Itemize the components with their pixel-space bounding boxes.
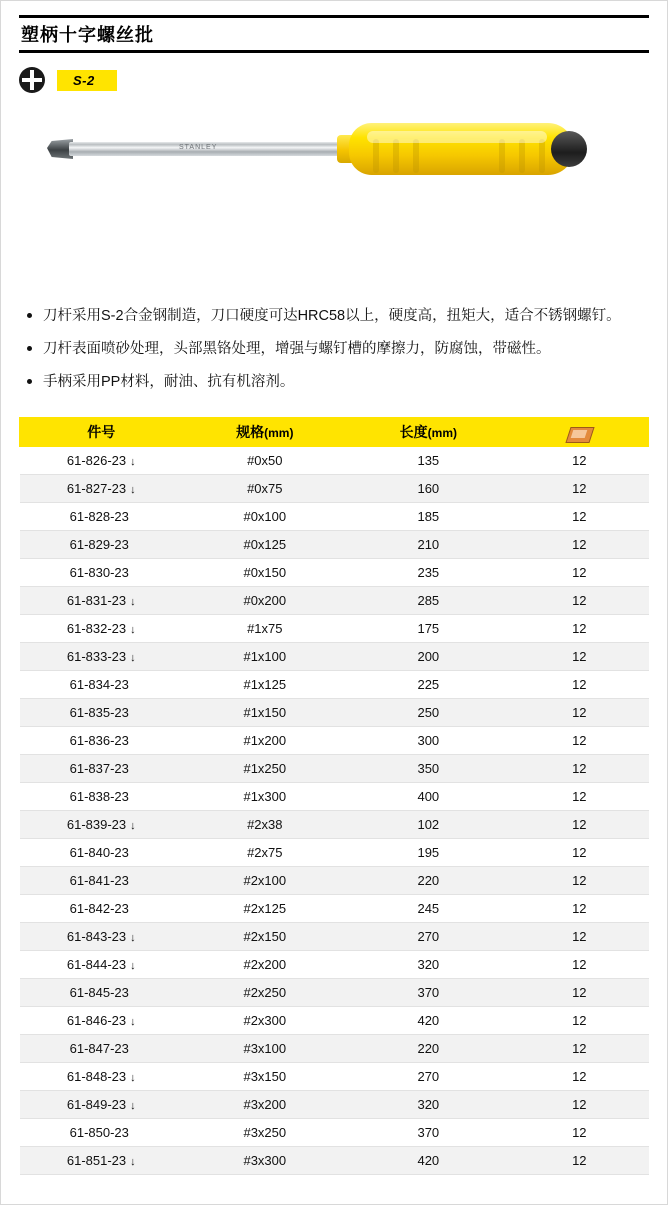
table-row [20,475,649,503]
cell-length: 210 [347,531,511,559]
cell-qty: 12 [510,811,648,839]
column-header-spec-unit: (mm) [264,426,294,441]
cell-part-no: 61-836-23 [20,727,184,755]
table-row [20,811,649,839]
table-row [20,1035,649,1063]
cell-spec: #2x38 [183,811,347,839]
cell-part-no: 61-850-23 [20,1119,184,1147]
cell-spec: #3x300 [183,1147,347,1175]
page-title: 塑柄十字螺丝批 [21,25,154,45]
cell-length: 250 [347,699,511,727]
cell-spec: #1x200 [183,727,347,755]
table-row [20,643,649,671]
cell-part-no: 61-845-23 [20,979,184,1007]
down-arrow-icon: ↓ [130,1016,136,1029]
down-arrow-icon: ↓ [130,1100,136,1113]
cell-length: 175 [347,615,511,643]
cell-length: 220 [347,1035,511,1063]
column-header-length-label: 长度 [399,424,428,441]
cell-spec: #0x75 [183,475,347,503]
table-row [20,895,649,923]
down-arrow-icon: ↓ [130,456,136,469]
cell-qty: 12 [510,1119,648,1147]
cell-part-no: 61-828-23 [20,503,184,531]
cell-length: 160 [347,475,511,503]
bullet-dot-icon [27,313,32,318]
feature-text: 刀杆表面喷砂处理，头部黑铬处理，增强与螺钉槽的摩擦力，防腐蚀，带磁性。 [43,340,551,357]
cell-qty: 12 [510,1063,648,1091]
cell-part-no: 61-826-23 ↓ [20,447,184,475]
cell-length: 200 [347,643,511,671]
cell-qty: 12 [510,531,648,559]
column-header-length [347,418,511,447]
cell-spec: #3x250 [183,1119,347,1147]
cell-length: 285 [347,587,511,615]
cell-spec: #2x150 [183,923,347,951]
table-row [20,1063,649,1091]
cell-length: 400 [347,783,511,811]
cell-spec: #1x150 [183,699,347,727]
down-arrow-icon: ↓ [130,596,136,609]
cell-qty: 12 [510,475,648,503]
table-row [20,839,649,867]
table-row [20,783,649,811]
cell-length: 102 [347,811,511,839]
cell-spec: #1x300 [183,783,347,811]
cell-length: 350 [347,755,511,783]
table-row [20,1119,649,1147]
cell-part-no: 61-829-23 [20,531,184,559]
down-arrow-icon: ↓ [130,652,136,665]
feature-item [25,369,643,396]
cell-qty: 12 [510,671,648,699]
cell-spec: #2x250 [183,979,347,1007]
cell-qty: 12 [510,503,648,531]
cell-qty: 12 [510,587,648,615]
table-row [20,867,649,895]
cell-part-no: 61-838-23 [20,783,184,811]
down-arrow-icon: ↓ [130,960,136,973]
cross-head-icon [19,67,45,93]
cell-part-no: 61-833-23 ↓ [20,643,184,671]
cell-qty: 12 [510,783,648,811]
cell-length: 420 [347,1007,511,1035]
cell-part-no: 61-834-23 [20,671,184,699]
cell-spec: #3x200 [183,1091,347,1119]
cell-qty: 12 [510,643,648,671]
table-row [20,923,649,951]
cell-qty: 12 [510,559,648,587]
cell-spec: #0x50 [183,447,347,475]
feature-list [25,303,643,395]
cell-length: 270 [347,1063,511,1091]
bullet-dot-icon [27,346,32,351]
table-row [20,559,649,587]
cell-length: 370 [347,979,511,1007]
cell-part-no: 61-841-23 [20,867,184,895]
table-row [20,1147,649,1175]
product-image [19,109,649,289]
cell-qty: 12 [510,727,648,755]
column-header-length-unit: (mm) [427,426,457,441]
cell-qty: 12 [510,755,648,783]
cell-spec: #2x300 [183,1007,347,1035]
table-row [20,1007,649,1035]
cell-spec: #0x100 [183,503,347,531]
cell-qty: 12 [510,923,648,951]
cell-part-no: 61-839-23 ↓ [20,811,184,839]
cell-spec: #2x75 [183,839,347,867]
cell-part-no: 61-847-23 [20,1035,184,1063]
cell-part-no: 61-851-23 ↓ [20,1147,184,1175]
material-badge: S-2 [57,70,117,91]
cell-qty: 12 [510,615,648,643]
table-row [20,1091,649,1119]
cell-length: 235 [347,559,511,587]
cell-length: 245 [347,895,511,923]
cell-qty: 12 [510,699,648,727]
cell-part-no: 61-849-23 ↓ [20,1091,184,1119]
cell-part-no: 61-842-23 [20,895,184,923]
table-header-row [20,418,649,447]
badge-row [19,67,649,93]
cell-part-no: 61-831-23 ↓ [20,587,184,615]
cell-length: 270 [347,923,511,951]
cell-qty: 12 [510,1147,648,1175]
table-row [20,531,649,559]
feature-item [25,303,643,330]
cell-part-no: 61-830-23 [20,559,184,587]
cell-spec: #3x150 [183,1063,347,1091]
cell-part-no: 61-837-23 [20,755,184,783]
table-row [20,615,649,643]
cell-qty: 12 [510,1007,648,1035]
specification-table [19,417,649,1175]
table-row [20,699,649,727]
cell-length: 185 [347,503,511,531]
cell-spec: #3x100 [183,1035,347,1063]
screwdriver-end-cap [551,131,587,167]
feature-text: 手柄采用PP材料，耐油、抗有机溶剂。 [43,373,295,390]
column-header-part-no: 件号 [20,418,184,447]
column-header-qty [510,418,648,447]
column-header-spec [183,418,347,447]
down-arrow-icon: ↓ [130,932,136,945]
cell-spec: #1x125 [183,671,347,699]
cell-length: 195 [347,839,511,867]
cell-spec: #0x125 [183,531,347,559]
cell-length: 320 [347,1091,511,1119]
cell-part-no: 61-848-23 ↓ [20,1063,184,1091]
cell-spec: #2x100 [183,867,347,895]
table-body [20,447,649,1175]
cell-qty: 12 [510,895,648,923]
down-arrow-icon: ↓ [130,820,136,833]
cell-part-no: 61-844-23 ↓ [20,951,184,979]
cell-qty: 12 [510,447,648,475]
carton-box-icon [568,427,590,441]
table-row [20,447,649,475]
bullet-dot-icon [27,379,32,384]
down-arrow-icon: ↓ [130,484,136,497]
cell-length: 220 [347,867,511,895]
cell-spec: #0x200 [183,587,347,615]
cell-spec: #2x125 [183,895,347,923]
cell-qty: 12 [510,951,648,979]
cell-qty: 12 [510,867,648,895]
cell-spec: #0x150 [183,559,347,587]
cell-length: 135 [347,447,511,475]
feature-item [25,336,643,363]
cell-qty: 12 [510,1091,648,1119]
table-row [20,755,649,783]
cell-part-no: 61-843-23 ↓ [20,923,184,951]
shaft-brand-text: STANLEY [179,144,218,151]
table-row [20,503,649,531]
cell-length: 420 [347,1147,511,1175]
cell-length: 300 [347,727,511,755]
table-row [20,671,649,699]
cell-part-no: 61-827-23 ↓ [20,475,184,503]
table-row [20,951,649,979]
cell-part-no: 61-846-23 ↓ [20,1007,184,1035]
table-row [20,979,649,1007]
down-arrow-icon: ↓ [130,624,136,637]
screwdriver-handle [349,123,574,175]
down-arrow-icon: ↓ [130,1072,136,1085]
cell-length: 320 [347,951,511,979]
cell-part-no: 61-832-23 ↓ [20,615,184,643]
cell-qty: 12 [510,1035,648,1063]
table-row [20,587,649,615]
down-arrow-icon: ↓ [130,1156,136,1169]
cell-spec: #1x250 [183,755,347,783]
column-header-spec-label: 规格 [236,424,265,441]
page-title-bar [19,15,649,53]
cell-length: 370 [347,1119,511,1147]
cell-part-no: 61-840-23 [20,839,184,867]
cell-qty: 12 [510,979,648,1007]
cell-qty: 12 [510,839,648,867]
cell-part-no: 61-835-23 [20,699,184,727]
cell-spec: #2x200 [183,951,347,979]
feature-text: 刀杆采用S-2合金钢制造，刀口硬度可达HRC58以上，硬度高，扭矩大，适合不锈钢螺钉。 [43,308,621,324]
table-row [20,727,649,755]
cell-spec: #1x75 [183,615,347,643]
cell-length: 225 [347,671,511,699]
cell-spec: #1x100 [183,643,347,671]
